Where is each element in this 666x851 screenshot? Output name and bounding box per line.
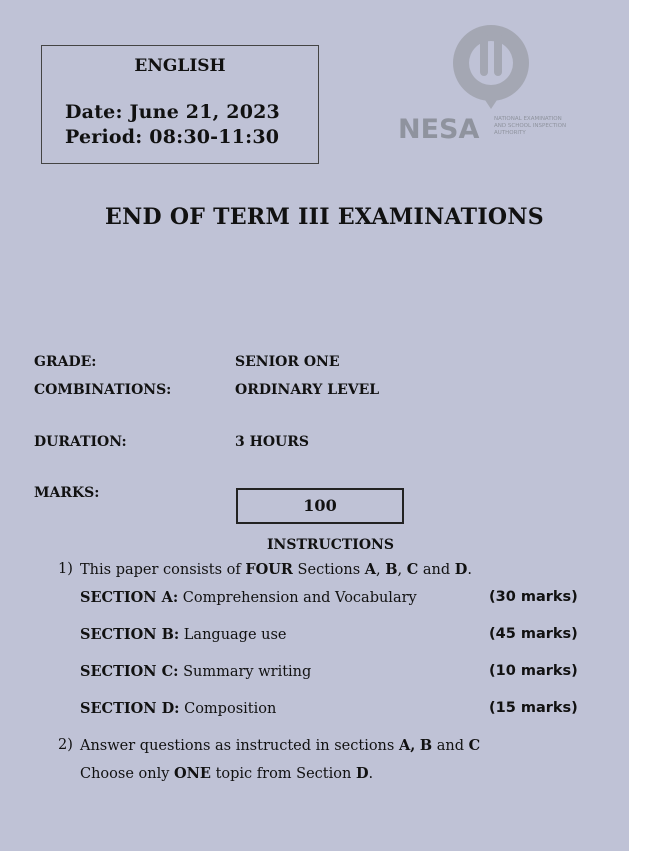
instruction-2-text: Answer questions as instructed in sections A, B and C <box>80 737 481 754</box>
instructions-title: INSTRUCTIONS <box>267 537 394 553</box>
instruction-2-topic-choice: Choose only ONE topic from Section D. <box>80 765 374 782</box>
logo-wordmark: NESA <box>398 114 480 145</box>
subject-title: ENGLISH <box>134 56 226 76</box>
combinations-label: COMBINATIONS: <box>34 382 172 398</box>
marks-label: MARKS: <box>34 485 100 501</box>
grade-label: GRADE: <box>34 354 97 370</box>
duration-label: DURATION: <box>34 434 127 450</box>
pencil-emblem-icon <box>398 18 608 118</box>
section-c-marks: (10 marks) <box>489 663 578 679</box>
subject-info-box <box>41 45 319 164</box>
section-d-row: SECTION D: Composition <box>80 700 277 717</box>
total-marks-box: 100 <box>236 488 404 524</box>
instruction-number-1: 1) <box>58 561 73 577</box>
logo-subtitle: NATIONAL EXAMINATION AND SCHOOL INSPECTION AUTHORITY <box>494 116 567 136</box>
section-c-row: SECTION C: Summary writing <box>80 663 312 680</box>
instruction-1-text: This paper consists of FOUR Sections A, B, C and D. <box>80 561 472 578</box>
grade-value: SENIOR ONE <box>235 354 340 370</box>
section-d-marks: (15 marks) <box>489 700 578 716</box>
exam-title: END OF TERM III EXAMINATIONS <box>105 204 544 230</box>
section-a-row: SECTION A: Comprehension and Vocabulary <box>80 589 417 606</box>
section-b-row: SECTION B: Language use <box>80 626 287 643</box>
combinations-value: ORDINARY LEVEL <box>235 382 380 398</box>
nesa-logo <box>398 18 608 146</box>
exam-date: Date: June 21, 2023 <box>65 101 280 123</box>
instruction-number-2: 2) <box>58 737 73 753</box>
section-a-marks: (30 marks) <box>489 589 578 605</box>
exam-period: Period: 08:30-11:30 <box>65 126 280 148</box>
duration-value: 3 HOURS <box>235 434 309 450</box>
section-b-marks: (45 marks) <box>489 626 578 642</box>
